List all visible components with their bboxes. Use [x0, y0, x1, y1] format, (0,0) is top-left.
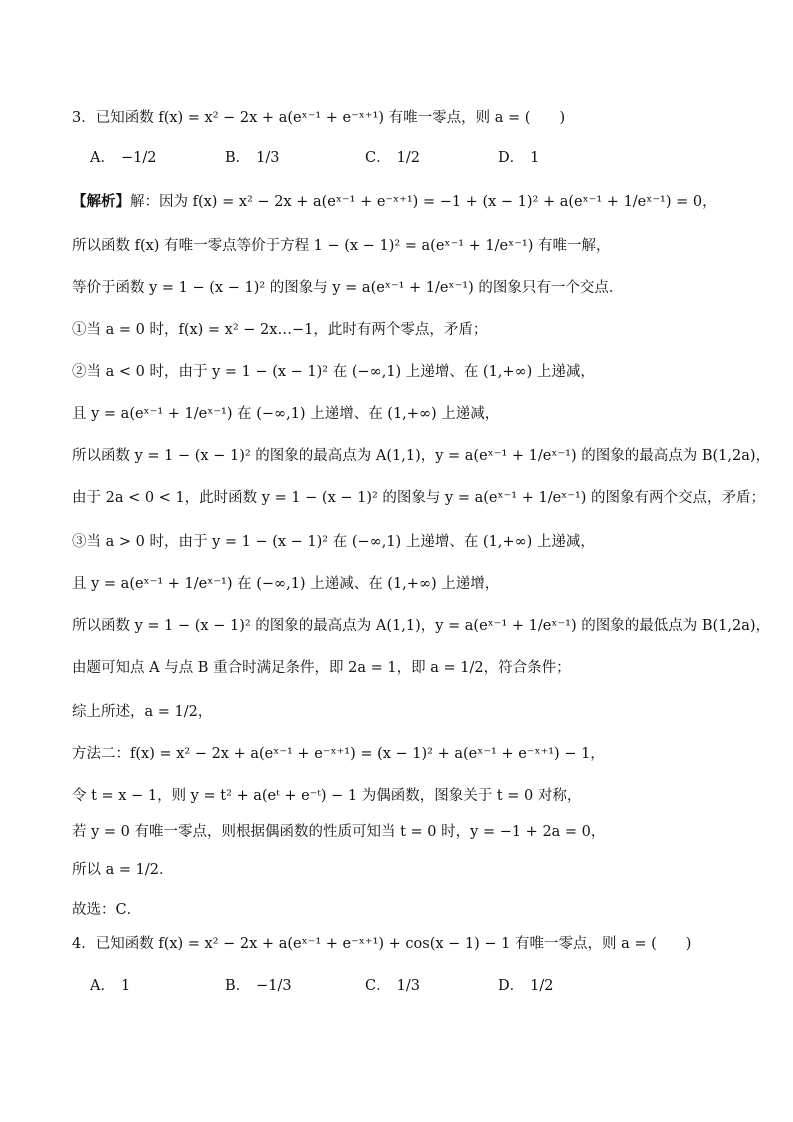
q4-option-d: D． 1/2: [498, 978, 554, 994]
question-3-stem: 3．已知函数 f(x) = x² − 2x + a(eˣ⁻¹ + e⁻ˣ⁺¹) 有唯一零点，则 a = ( ): [72, 110, 566, 126]
analysis-line-5: ②当 a < 0 时，由于 y = 1 − (x − 1)² 在 (−∞,1) 上递增、在 (1,+∞) 上递减，: [72, 364, 595, 380]
analysis-line-12: 由题可知点 A 与点 B 重合时满足条件，即 2a = 1，即 a = 1/2，符合条件；: [72, 660, 571, 676]
analysis-line-3: 等价于函数 y = 1 − (x − 1)² 的图象与 y = a(eˣ⁻¹ + 1/eˣ⁻¹) 的图象只有一个交点．: [72, 280, 624, 296]
question-4-stem: 4．已知函数 f(x) = x² − 2x + a(eˣ⁻¹ + e⁻ˣ⁺¹) + cos(x − 1) − 1 有唯一零点，则 a = ( ): [72, 936, 692, 952]
analysis-line-1: 【解析】解：因为 f(x) = x² − 2x + a(eˣ⁻¹ + e⁻ˣ⁺¹) = −1 + (x − 1)² + a(eˣ⁻¹ + 1/eˣ⁻¹) = 0，: [72, 193, 717, 210]
analysis-line-9: ③当 a > 0 时，由于 y = 1 − (x − 1)² 在 (−∞,1) 上递增、在 (1,+∞) 上递减，: [72, 534, 595, 550]
analysis-tag: 【解析】: [72, 193, 130, 210]
analysis-line-6: 且 y = a(eˣ⁻¹ + 1/eˣ⁻¹) 在 (−∞,1) 上递增、在 (1,+∞) 上递减，: [72, 406, 500, 422]
q4-option-b: B． −1/3: [225, 978, 292, 994]
analysis-line-4: ①当 a = 0 时，f(x) = x² − 2x…−1，此时有两个零点，矛盾；: [72, 322, 488, 338]
analysis-line-2: 所以函数 f(x) 有唯一零点等价于方程 1 − (x − 1)² = a(eˣ⁻¹ + 1/eˣ⁻¹) 有唯一解，: [72, 238, 611, 254]
analysis-line-14: 方法二：f(x) = x² − 2x + a(eˣ⁻¹ + e⁻ˣ⁺¹) = (x − 1)² + a(eˣ⁻¹ + e⁻ˣ⁺¹) − 1，: [72, 746, 605, 762]
q4-option-a: A． 1: [90, 978, 131, 994]
q3-option-b: B． 1/3: [225, 150, 280, 166]
analysis-line-11: 所以函数 y = 1 − (x − 1)² 的图象的最高点为 A(1,1)，y = a(eˣ⁻¹ + 1/eˣ⁻¹) 的图象的最低点为 B(1,2a)，: [72, 618, 770, 634]
analysis-line-7: 所以函数 y = 1 − (x − 1)² 的图象的最高点为 A(1,1)，y = a(eˣ⁻¹ + 1/eˣ⁻¹) 的图象的最高点为 B(1,2a)，: [72, 448, 770, 464]
analysis-line-16: 若 y = 0 有唯一零点，则根据偶函数的性质可知当 t = 0 时，y = −1 + 2a = 0，: [72, 824, 606, 840]
q3-option-a: A． −1/2: [90, 150, 157, 166]
q4-option-c: C． 1/3: [365, 978, 420, 994]
analysis-line-13: 综上所述，a = 1/2，: [72, 704, 213, 720]
analysis-line-15: 令 t = x − 1，则 y = t² + a(eᵗ + e⁻ᵗ) − 1 为偶函数，图象关于 t = 0 对称，: [72, 788, 582, 804]
q3-option-c: C． 1/2: [365, 150, 420, 166]
analysis-line-8: 由于 2a < 0 < 1，此时函数 y = 1 − (x − 1)² 的图象与 y = a(eˣ⁻¹ + 1/eˣ⁻¹) 的图象有两个交点，矛盾；: [72, 490, 766, 506]
analysis-answer: 故选：C．: [72, 902, 142, 918]
q3-option-d: D． 1: [498, 150, 540, 166]
analysis-line-10: 且 y = a(eˣ⁻¹ + 1/eˣ⁻¹) 在 (−∞,1) 上递减、在 (1,+∞) 上递增，: [72, 576, 500, 592]
analysis-line-17: 所以 a = 1/2．: [72, 862, 174, 878]
